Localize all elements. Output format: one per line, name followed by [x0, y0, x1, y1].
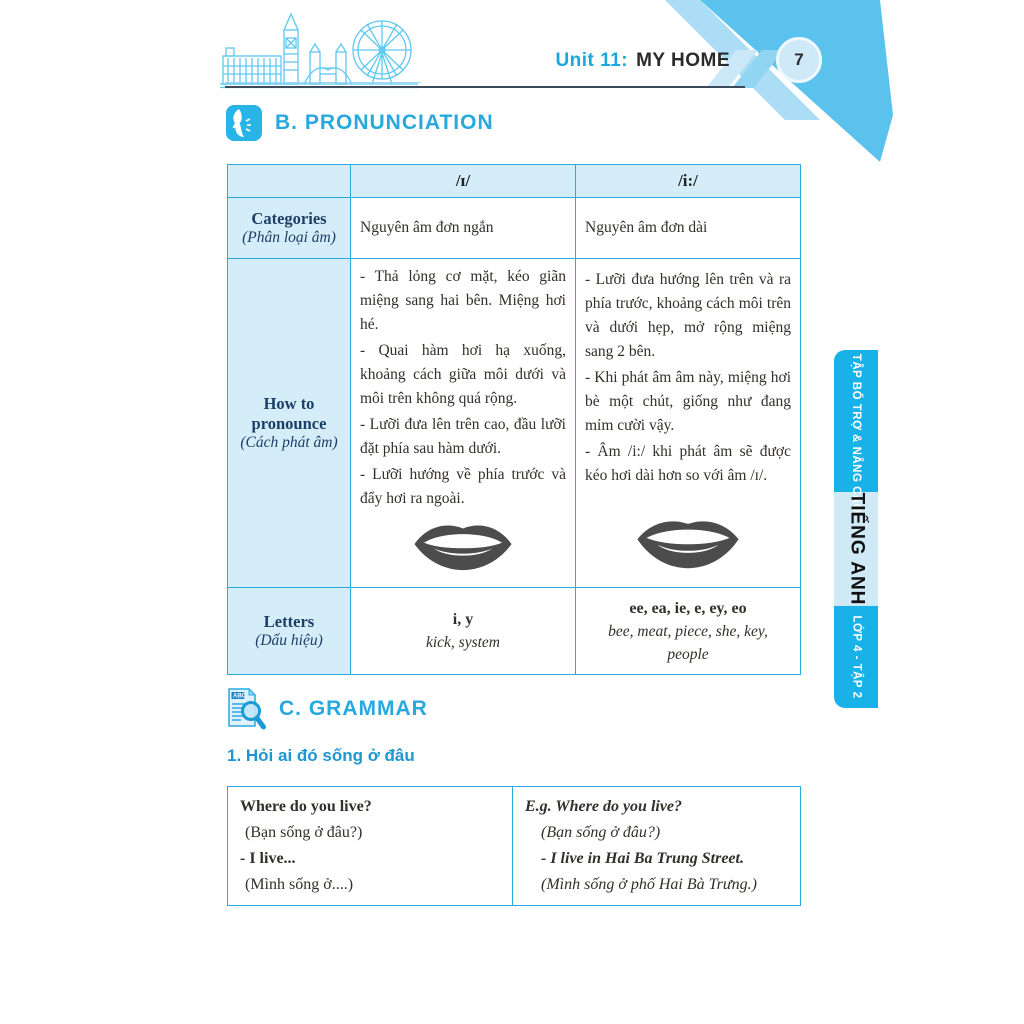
speaking-face-icon	[225, 104, 263, 142]
grammar-line: (Mình sống ở phố Hai Bà Trưng.)	[541, 876, 757, 893]
side-banner	[834, 328, 878, 708]
unit-label: Unit 11:	[555, 50, 629, 71]
grammar-pattern-cell	[228, 787, 513, 906]
mouth-illustration	[360, 517, 566, 581]
banner-grade-segment	[834, 606, 878, 708]
header-rule	[225, 86, 745, 88]
banner-grade-text: LỚP 4 - TẬP 2	[850, 615, 862, 699]
how-to-long-item: - Lưỡi đưa hướng lên trên và ra phía trước, khoảng cách môi trên và dưới hẹp, mở rộng miệng sang 2 bên.	[585, 271, 791, 360]
table-row	[228, 787, 801, 906]
letters-long-cell	[576, 588, 801, 675]
letters-label-cell	[228, 588, 351, 675]
pronunciation-heading	[225, 104, 494, 142]
page-number: 7	[794, 50, 804, 69]
table-row	[228, 588, 801, 675]
how-to-short-item: - Lưỡi đưa lên trên cao, đầu lưỡi đặt phía sau hàm dưới.	[360, 416, 566, 457]
page-number-badge	[776, 37, 822, 83]
unit-header	[430, 50, 730, 72]
banner-series-text: BÀI TẬP BỔ TRỢ & NÂNG CAO	[850, 328, 863, 514]
how-to-sublabel: (Cách phát âm)	[240, 434, 338, 451]
grammar-line: (Mình sống ở....)	[245, 876, 354, 893]
how-to-label: How to pronounce	[251, 394, 327, 433]
grammar-section-title: 1. Hỏi ai đó sống ở đâu	[227, 746, 415, 765]
unit-title: MY HOME	[636, 50, 730, 71]
categories-long-cell: Nguyên âm đơn dài	[576, 198, 801, 259]
grammar-line: E.g. Where do you live?	[525, 798, 683, 815]
pronunciation-table	[227, 164, 801, 675]
table-row	[228, 165, 801, 198]
categories-sublabel: (Phân loại âm)	[242, 229, 336, 246]
table-row	[228, 198, 801, 259]
letters-long-examples: bee, meat, piece, she, key, people	[608, 622, 768, 663]
pronunciation-heading-text: B. PRONUNCIATION	[275, 111, 494, 134]
grammar-table	[227, 786, 801, 906]
banner-series-segment	[834, 328, 878, 514]
grammar-heading	[225, 686, 428, 732]
categories-label: Categories	[251, 209, 327, 228]
grammar-heading-text: C. GRAMMAR	[279, 697, 428, 720]
categories-short-cell: Nguyên âm đơn ngắn	[351, 198, 576, 259]
how-to-short-cell	[351, 259, 576, 588]
banner-subject-text: TIẾNG ANH	[846, 492, 868, 606]
grammar-line: (Bạn sống ở đâu?)	[245, 824, 363, 841]
how-to-short-item: - Lưỡi hướng về phía trước và đẩy hơi ra ngoài.	[360, 466, 566, 507]
svg-text:ABC: ABC	[233, 693, 246, 700]
grammar-line: - I live...	[240, 850, 296, 867]
how-to-long-item: - Khi phát âm âm này, miệng hơi bè một chút, giống như đang mỉm cười vậy.	[585, 369, 791, 434]
letters-long: ee, ea, ie, e, ey, eo	[629, 599, 747, 617]
how-to-short-item: - Quai hàm hơi hạ xuống, khoảng cách giữa môi dưới và môi trên không quá rộng.	[360, 342, 566, 407]
table-row	[228, 259, 801, 588]
document-magnifier-icon	[225, 686, 267, 732]
letters-short-cell	[351, 588, 576, 675]
grammar-line: Where do you live?	[240, 798, 372, 815]
header-rule-light	[225, 82, 421, 83]
how-to-label-cell	[228, 259, 351, 588]
how-to-long-cell	[576, 259, 801, 588]
letters-short-examples: kick, system	[425, 634, 501, 651]
categories-label-cell	[228, 198, 351, 259]
how-to-short-item: - Thả lỏng cơ mặt, kéo giãn miệng sang hai bên. Miệng hơi hé.	[360, 268, 566, 333]
letters-sublabel: (Dấu hiệu)	[255, 632, 323, 649]
letters-short: i, y	[452, 611, 474, 628]
col-header-long-i: /i:/	[576, 165, 801, 198]
corner-cell	[228, 165, 351, 198]
grammar-line: (Bạn sống ở đâu?)	[541, 824, 661, 841]
col-header-short-i: /ɪ/	[351, 165, 576, 198]
grammar-line: - I live in Hai Ba Trung Street.	[541, 850, 744, 867]
banner-subject-segment	[834, 492, 878, 606]
grammar-example-cell	[513, 787, 801, 906]
how-to-long-item: - Âm /i:/ khi phát âm sẽ được kéo hơi dài hơn so với âm /ɪ/.	[585, 443, 791, 484]
london-skyline-illustration	[220, 10, 420, 90]
letters-label: Letters	[263, 612, 315, 631]
mouth-illustration	[585, 514, 791, 578]
